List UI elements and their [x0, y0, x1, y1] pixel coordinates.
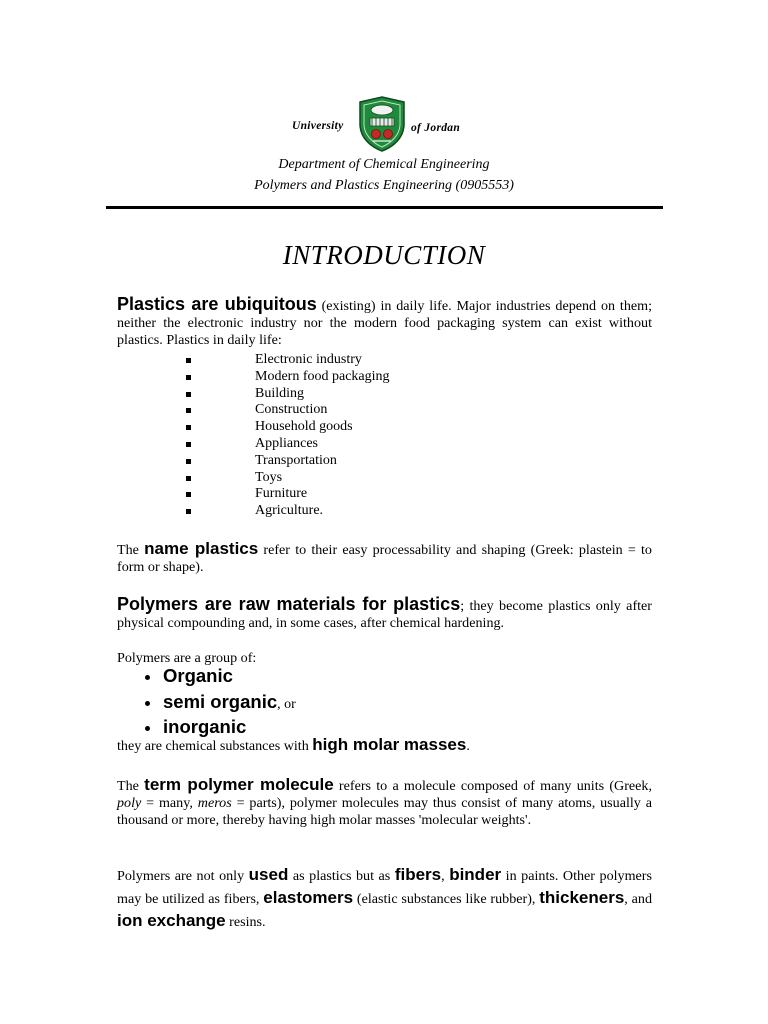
- list-item: Building: [186, 386, 390, 403]
- list-item: Appliances: [186, 436, 390, 453]
- name-paragraph: [117, 540, 652, 576]
- name-bold: name plastics: [144, 539, 259, 558]
- department-name: Department of Chemical Engineering: [278, 157, 490, 172]
- university-name-left: University: [292, 120, 344, 132]
- molar-masses-line: [117, 736, 652, 755]
- course-name: Polymers and Plastics Engineering (0905553): [254, 178, 514, 193]
- intro-lead: Plastics are ubiquitous: [117, 294, 317, 314]
- name-pre: The: [117, 542, 145, 558]
- intro-paragraph: [117, 296, 652, 349]
- list-item: Toys: [186, 470, 390, 487]
- list-item: Household goods: [186, 419, 390, 436]
- list-item: Construction: [186, 402, 390, 419]
- daily-life-list: [186, 352, 390, 520]
- polymer-group-list: [145, 665, 296, 742]
- raw-post: ; they become plastics only after physical compounding and, in some cases, after chemical hardening.: [117, 598, 652, 631]
- list-item: inorganic: [145, 716, 296, 742]
- list-item: Agriculture.: [186, 503, 390, 520]
- university-seal-icon: [358, 96, 406, 152]
- molar-post: .: [466, 738, 470, 754]
- university-name-right: of Jordan: [411, 122, 461, 134]
- name-post: refer to their easy processability and shaping (Greek: plastein = to form or shape).: [117, 542, 652, 575]
- list-item: semi organic, or: [145, 691, 296, 717]
- term-paragraph: The term polymer molecule refers to a molecule composed of many units (Greek, poly = many, meros = parts), polymer molecules may thus consist of many atoms, usually a thousand or more, thereby having high molar masses 'molecular weights'.: [117, 775, 653, 828]
- list-item: Modern food packaging: [186, 369, 390, 386]
- list-item: Furniture: [186, 486, 390, 503]
- molar-pre: they are chemical substances with: [117, 738, 313, 754]
- list-item: Electronic industry: [186, 352, 390, 369]
- raw-bold: Polymers are raw materials for plastics: [117, 594, 461, 614]
- raw-materials-paragraph: [117, 596, 652, 632]
- letterhead: [0, 96, 768, 156]
- list-item: Organic: [145, 665, 296, 691]
- uses-paragraph: Polymers are not only used as plastics but as fibers, binder in paints. Other polymers may be utilized as fibers, elastomers (elastic substances like rubber), thickeners, and ion exchange resins.: [117, 865, 652, 930]
- list-item: Transportation: [186, 453, 390, 470]
- group-intro: Polymers are a group of:: [117, 650, 257, 666]
- term-bold: term polymer molecule: [144, 775, 334, 794]
- header-divider: [106, 206, 663, 209]
- intro-text: (existing) in daily life. Major industries depend on them; neither the electronic industry nor the modern food packaging system can exist without plastics. Plastics in daily life:: [117, 298, 652, 348]
- page-title: INTRODUCTION: [282, 240, 486, 270]
- molar-bold: high molar masses: [312, 735, 467, 754]
